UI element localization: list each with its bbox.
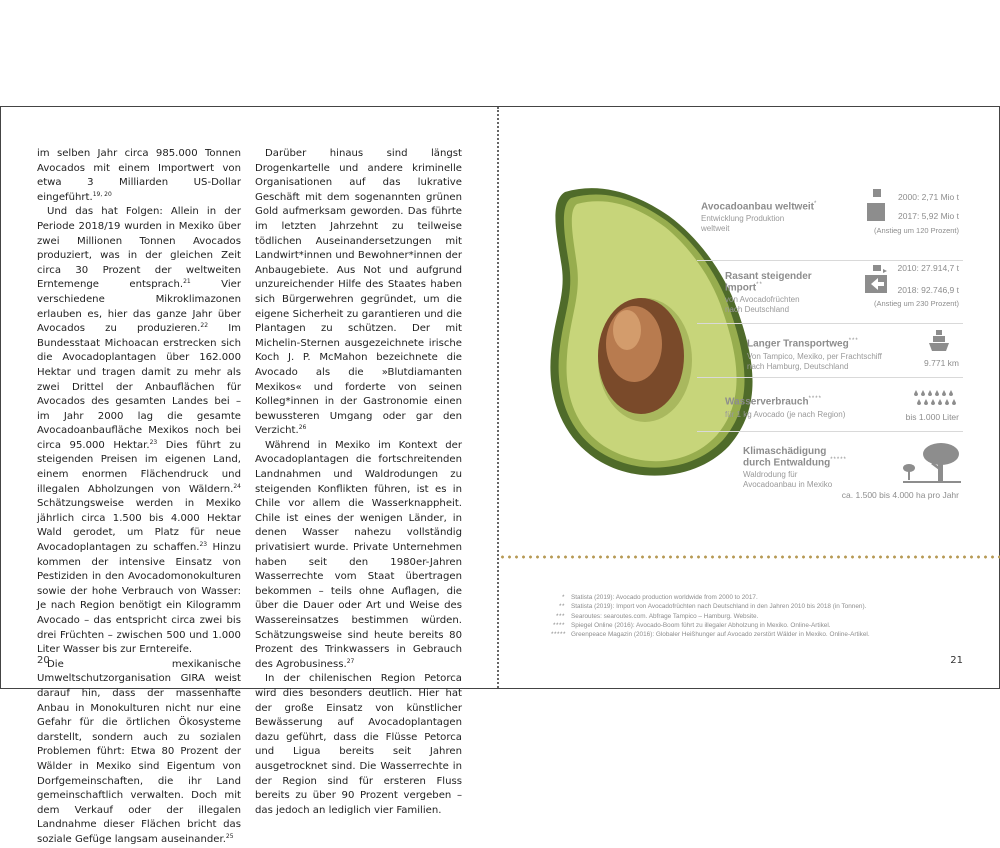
fact-transport — [697, 324, 963, 378]
fact-subtitle: von Avocadofrüchten — [725, 295, 800, 305]
fact-title: Import** — [725, 282, 763, 294]
fact-title: durch Entwaldung***** — [743, 457, 847, 469]
footnotes — [551, 593, 971, 639]
paragraph: Die mexikanische Umweltschutzorganisation GIRA weist darauf hin, dass der massenhafte Anbau in Monokulturen nicht nur eine Gefahr für die örtlichen Ökosysteme darstellt, sondern auch zu sozialen Problemen führt: Etwa 80 Prozent der Wälder in Mexiko sind Eigentum von Dorfgemeinschaften, die ihr Land gemeinschaftlich verwalten. Doch mit dem Verkauf oder der illegalen Landnahme dieser Flächen bricht das soziale Gefüge langsam auseinander.$^{25}$ — [37, 658, 241, 845]
facts-panel — [697, 189, 963, 510]
water-drops-icon — [913, 390, 959, 408]
paragraph: im selben Jahr circa 985.000 Tonnen Avocados mit einem Importwert von etwa 3 Milliarden US-Dollar eingeführt.$^{19, 20}$ — [37, 148, 241, 203]
production-squares-icon — [867, 189, 887, 223]
footnote: ** Statista (2019): Import von Avocadofrüchten nach Deutschland in den Jahren 2010 bis 2018 (in Tonnen). — [559, 603, 867, 611]
fact-value: 9.771 km — [924, 358, 959, 368]
ship-icon — [929, 330, 949, 352]
fact-title: Klimaschädigung — [743, 446, 827, 457]
paragraph: Während in Mexiko im Kontext der Avocadoplantagen die fortschreitenden Landnahmen und Waldrodungen zu steigenden Konflikten führen, ist es in Chile vor allem die Wasserknappheit. Chile ist eines der wenigen Länder, in denen Wasser nahezu vollständig privatisiert wurde. Private Unternehmen haben seit den 1980er-Jahren Wasserrechte vom Staat übertragen bekommen – teils ohne Auflagen, die über die Dauer oder Art und Weise des Wassereinsatzes bestimmen würden. Schätzungsweise sind heute bereits 80 Prozent des Trinkwassers in Gebrauch des Agrobusiness.$^{27}$ — [255, 439, 462, 670]
fact-value: 2017: 5,92 Mio t — [898, 211, 959, 221]
fact-subtitle: Avocadoanbau in Mexiko — [743, 480, 833, 490]
fact-import — [697, 261, 963, 324]
fact-value: 2018: 92.746,9 t — [897, 285, 959, 295]
footnote: ***** Greenpeace Magazin (2016): Globaler Heißhunger auf Avocado zerstört Wälder in Mexiko. Online-Artikel. — [551, 631, 870, 639]
seed-shine — [613, 310, 641, 350]
fact-subtitle: nach Hamburg, Deutschland — [747, 362, 849, 372]
fact-subtitle: weltweit — [701, 224, 730, 234]
fact-value: 2010: 27.914,7 t — [897, 263, 959, 273]
fact-value: bis 1.000 Liter — [905, 412, 959, 422]
footnote: *** Searoutes: searoutes.com. Abfrage Tampico – Hamburg. Website. — [556, 612, 759, 620]
fact-subtitle: nach Deutschland — [725, 305, 790, 315]
left-page — [0, 107, 497, 845]
fact-title: Rasant steigender — [725, 271, 812, 282]
book-spread — [0, 106, 1000, 845]
footnote: **** Spiegel Online (2016): Avocado-Boom führt zu illegaler Abholzung in Mexiko. Online-Artikel. — [553, 621, 831, 629]
fact-title: Wasserverbrauch**** — [725, 396, 822, 408]
fact-subtitle: für 1 kg Avocado (je nach Region) — [725, 410, 846, 420]
paragraph: In der chilenischen Region Petorca wird dies besonders deutlich. Hier hat der große Einsatz von künstlicher Bewässerung auf Avocadoplantagen dazu geführt, dass die Flüsse Petorca und Ligua bereits seit Jahren ausgetrocknet sind. Die Wasserrechte in der Region sind für ersteren Fluss bereits zu über 90 Prozent vergeben – das jedoch an lediglich vier Familien. — [255, 673, 462, 816]
fact-production — [697, 189, 963, 261]
footnote: * Statista (2019): Avocado production worldwide from 2000 to 2017. — [562, 594, 758, 601]
import-arrow-icon — [865, 265, 889, 295]
fact-title: Avocadoanbau weltweit* — [701, 201, 818, 213]
fact-subtitle: Entwicklung Produktion — [701, 214, 785, 224]
fact-value: ca. 1.500 bis 4.000 ha pro Jahr — [841, 490, 959, 500]
decorative-dotted-line — [499, 555, 1000, 559]
fact-subtitle: Waldrodung für — [743, 470, 798, 480]
fact-note: (Anstieg um 230 Prozent) — [873, 299, 959, 308]
right-page — [499, 107, 1000, 688]
fact-value: 2000: 2,71 Mio t — [898, 192, 959, 202]
fact-water — [697, 378, 963, 432]
fact-climate — [697, 432, 963, 510]
text-column-2 — [255, 147, 462, 818]
fact-subtitle: Von Tampico, Mexiko, per Frachtschiff — [747, 352, 882, 362]
fact-note: (Anstieg um 120 Prozent) — [873, 226, 959, 235]
text-column-1 — [37, 147, 241, 848]
page-number-right: 21 — [950, 655, 963, 666]
trees-icon — [903, 442, 961, 484]
paragraph: Und das hat Folgen: Allein in der Periode 2018/19 wurden in Mexiko über zwei Millionen Tonnen Avocados produziert, was in der gleichen Zeit circa 30 Prozent der weltweiten Erntemenge entsprach.$^{21}$ Vier verschiedene Mikroklimazonen erlauben es, hier das ganze Jahr über Avocados zu produzieren.$^{22}$ Im Bundesstaat Michoacan erstrecken sich die Avocadoplantagen über 162.000 Hektar und tragen damit zu mehr als zwei Drittel der Anbauflächen für Avocados des gesamten Landes bei – im Jahr 2000 lag die gesamte Avocadoanbaufläche Mexikos noch bei circa 95.000 Hektar.$^{23}$ Dies führt zu steigenden Preisen im eigenen Land, einem enormen Flächendruck und illegalen Abholzungen von Wäldern.$^{24}$ Schätzungsweise werden in Mexiko jährlich circa 1.500 bis 4.000 Hektar Wald gerodet, um Platz für neue Avocadoplantagen zu schaffen.$^{23}$ Hinzu kommen der intensive Einsatz von Pestiziden in den Avocadomonokulturen sowie der hohe Verbrauch von Wasser: Je nach Region benötigt ein Kilogramm Avocado – das entspricht circa zwei bis drei Früchten – zwischen 500 und 1.000 Liter Wasser bis zur Erntereife. — [37, 206, 241, 656]
fact-title: Langer Transportweg*** — [747, 338, 859, 350]
page-number-left: 20 — [37, 655, 50, 666]
paragraph: Darüber hinaus sind längst Drogenkartelle und andere kriminelle Organisationen auf das lukrative Geschäft mit dem sogenannten grünen Gold aufmerksam geworden. Das führte im letzten Jahrzehnt zu teilweise tödlichen Auseinandersetzungen mit Landwirt*innen und Bewohner*innen der Anbaugebiete. Aus Not und aufgrund unzureichender Hilfe des Staates haben sich Bürgerwehren gegründet, um die eigene Sicherheit zu garantieren und die Plantagen zu schützen. Der mit Michelin-Sternen ausgezeichnete irische Koch J. P. McMahon bezeichnete die Avocado als die »Blutdiamanten Mexikos« und forderte von seinen Kolleg*innen in der Gastronomie einen bewussteren Umgang oder gar den Verzicht.$^{26}$ — [255, 148, 462, 437]
